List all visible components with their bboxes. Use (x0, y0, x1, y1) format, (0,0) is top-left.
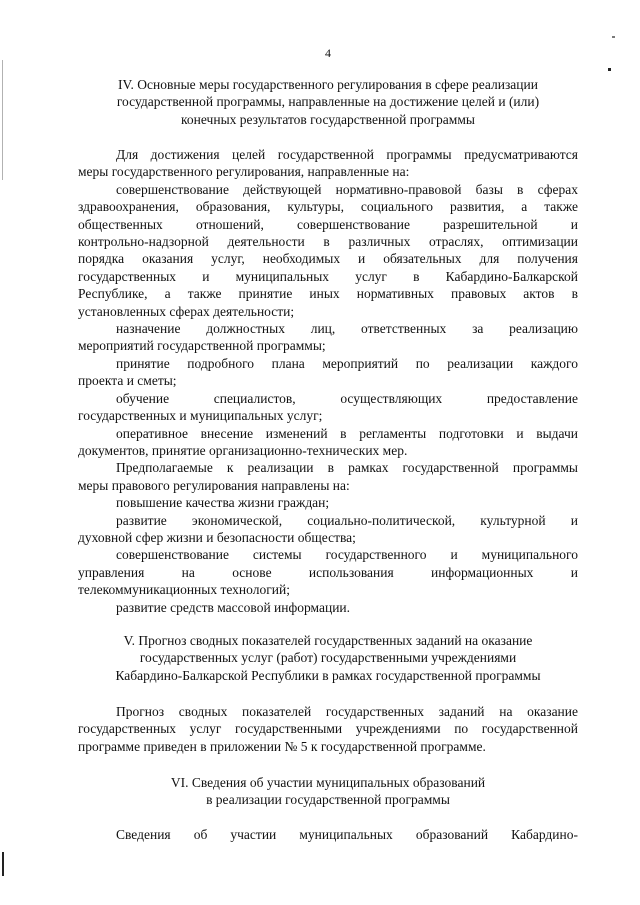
body-line: назначение должностных лиц, ответственных за реализацию (116, 321, 578, 337)
body-line: Прогноз сводных показателей государственных заданий на оказание (116, 704, 578, 719)
body-line: совершенствование системы государственного и муниципального (116, 547, 578, 563)
body-line: обучение специалистов, осуществляющих предоставление (116, 390, 578, 406)
body-line: государственных и муниципальных услуг; (78, 408, 323, 424)
section-6-heading (78, 774, 578, 809)
body-line: телекоммуникационных технологий; (78, 582, 290, 598)
body-line: совершенствование действующей нормативно-правовой базы в сферах (116, 181, 578, 197)
body-line: Сведения об участии муниципальных образований Кабардино- (116, 827, 578, 842)
section-4-body (78, 146, 578, 616)
scan-edge-mark (2, 852, 4, 876)
body-line: развитие экономической, социально-политической, культурной и (116, 512, 578, 528)
heading-line: IV. Основные меры государственного регулирования в сфере реализации (118, 77, 538, 92)
body-line: здравоохранения, образования, культуры, социального развития, а также (78, 199, 578, 215)
body-line: Республике, а также принятие иных нормативных правовых актов в (78, 286, 578, 302)
body-line: контрольно-надзорной деятельности в различных отраслях, оптимизации (78, 234, 578, 250)
body-line: развитие средств массовой информации. (116, 599, 351, 615)
body-line: проекта и сметы; (78, 373, 177, 389)
body-line: государственных и муниципальных услуг в Кабардино-Балкарской (78, 268, 578, 284)
section-6-body (78, 826, 578, 843)
scan-dot-mark (608, 68, 611, 71)
heading-line: V. Прогноз сводных показателей государственных заданий на оказание (123, 633, 533, 648)
body-line: порядка оказания услуг, необходимых и обязательных для получения (78, 251, 578, 267)
body-line: установленных сферах деятельности; (78, 303, 295, 319)
body-line: общественных отношений, совершенствование разрешительной и (78, 216, 578, 232)
heading-line: Кабардино-Балкарской Республики в рамках государственной программы (115, 667, 541, 683)
scan-edge-mark (2, 60, 3, 180)
heading-line: государственных услуг (работ) государственными учреждениями (139, 650, 517, 666)
body-line: Для достижения целей государственной программы предусматриваются (116, 147, 578, 162)
page-number: 4 (325, 46, 331, 60)
section-5-body (78, 703, 578, 755)
heading-line: конечных результатов государственной программы (181, 111, 475, 127)
heading-line: в реализации государственной программы (206, 792, 450, 808)
scan-dot-mark (612, 36, 615, 38)
body-line: принятие подробного плана мероприятий по реализации каждого (116, 355, 578, 371)
body-line: мероприятий государственной программы; (78, 338, 326, 354)
body-line: управления на основе использования информационных и (78, 564, 578, 580)
body-line: программе приведен в приложении № 5 к государственной программе. (78, 738, 486, 754)
section-4-heading (78, 76, 578, 128)
body-line: Предполагаемые к реализации в рамках государственной программы (116, 460, 578, 476)
heading-line: VI. Сведения об участии муниципальных образований (170, 775, 486, 790)
body-line: документов, принятие организационно-технических мер. (78, 442, 408, 458)
body-line: меры государственного регулирования, направленные на: (78, 164, 410, 180)
body-line: духовной сфер жизни и безопасности общества; (78, 529, 356, 545)
body-line: оперативное внесение изменений в регламенты подготовки и выдачи (116, 425, 578, 441)
body-line: государственных услуг государственными учреждениями по государственной (78, 721, 578, 737)
section-5-heading (78, 632, 578, 684)
heading-line: государственной программы, направленные на достижение целей и (или) (116, 94, 540, 110)
body-line: меры правового регулирования направлены на: (78, 477, 350, 493)
body-line: повышение качества жизни граждан; (116, 495, 330, 511)
